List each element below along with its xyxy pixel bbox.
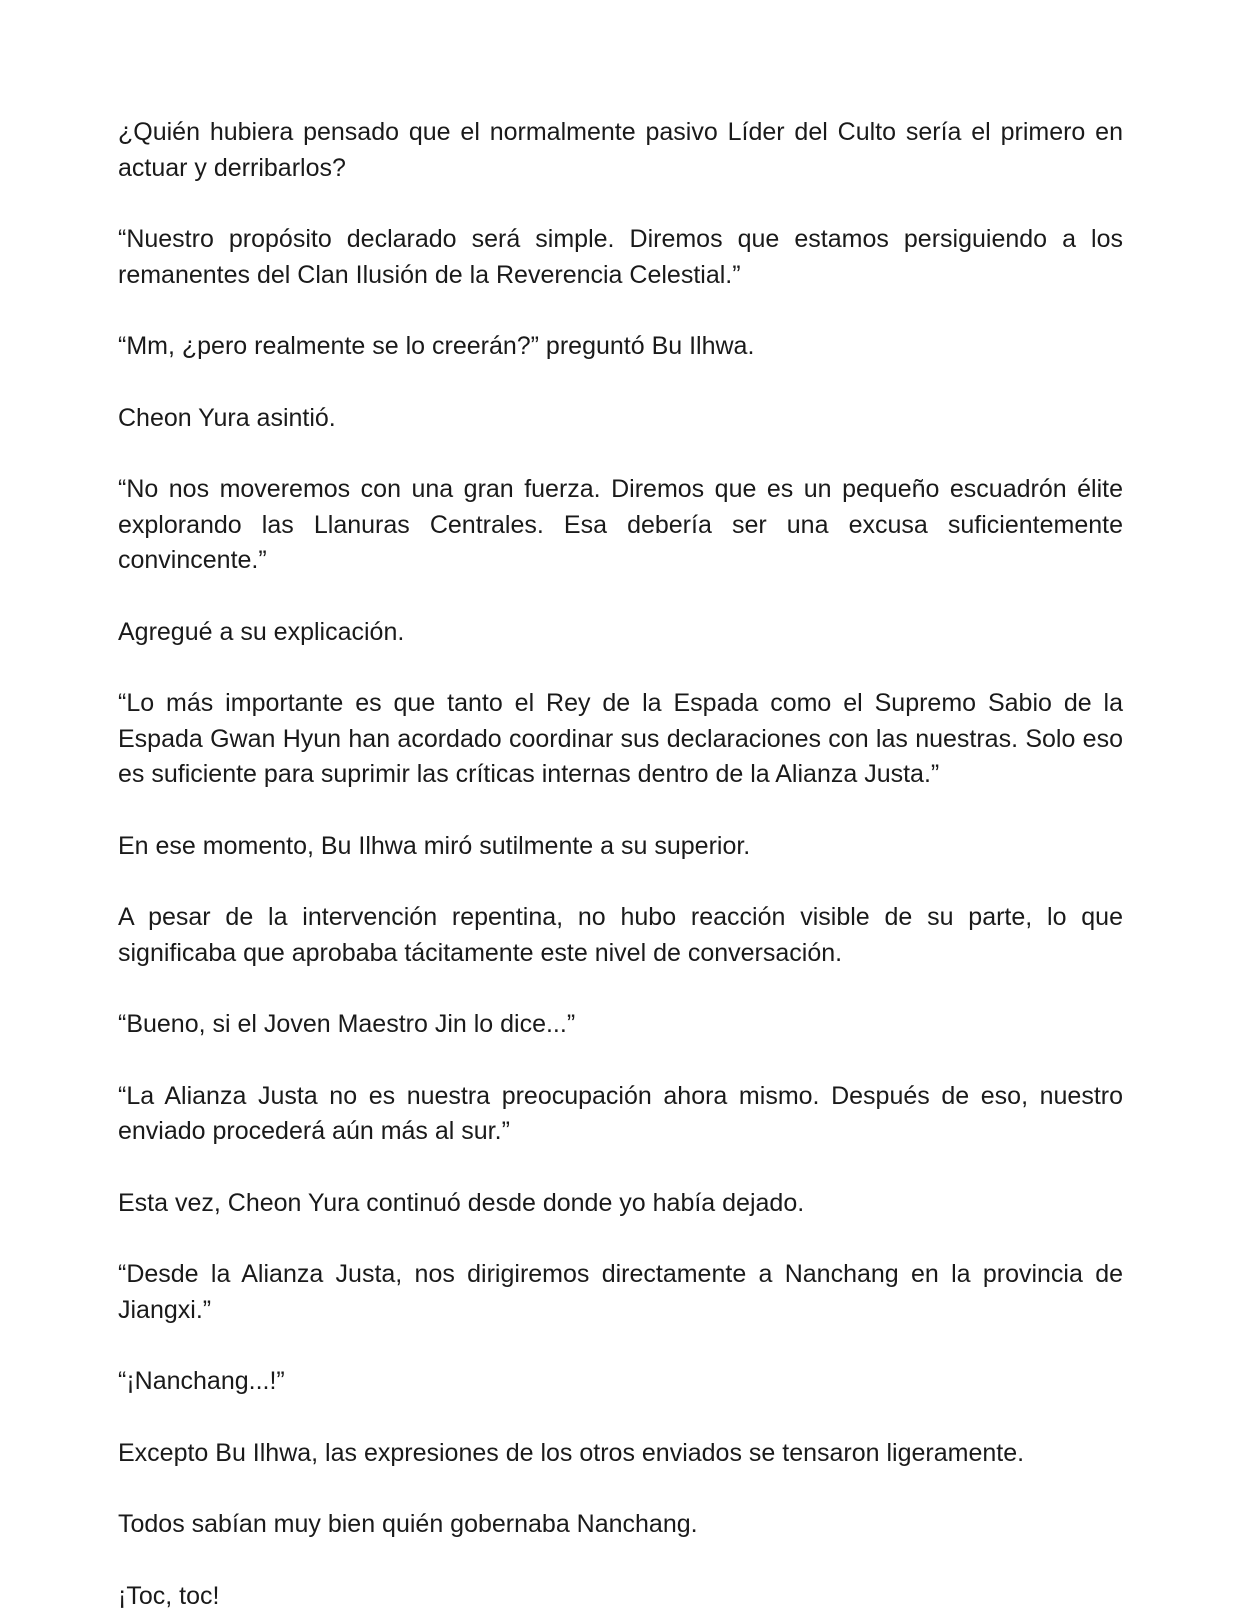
paragraph: A pesar de la intervención repentina, no hubo reacción visible de su parte, lo que significaba que aprobaba tácitamente este nivel de conversación. bbox=[118, 903, 1123, 967]
paragraph: “Lo más importante es que tanto el Rey de la Espada como el Supremo Sabio de la Espada Gwan Hyun han acordado coordinar sus declaraciones con las nuestras. Solo eso es suficiente para suprimir las críticas internas dentro de la Alianza Justa.” bbox=[118, 689, 1123, 788]
paragraph: ¡Toc, toc! bbox=[118, 1581, 220, 1610]
paragraph: En ese momento, Bu Ilhwa miró sutilmente a su superior. bbox=[118, 831, 751, 860]
paragraph: “Desde la Alianza Justa, nos dirigiremos directamente a Nanchang en la provincia de Jiangxi.” bbox=[118, 1260, 1123, 1324]
paragraph: Excepto Bu Ilhwa, las expresiones de los otros enviados se tensaron ligeramente. bbox=[118, 1438, 1025, 1467]
paragraph: Agregué a su explicación. bbox=[118, 617, 405, 646]
paragraph: “Bueno, si el Joven Maestro Jin lo dice...” bbox=[118, 1010, 576, 1038]
document-page bbox=[118, 115, 1123, 1614]
paragraph: ¿Quién hubiera pensado que el normalmente pasivo Líder del Culto sería el primero en actuar y derribarlos? bbox=[118, 118, 1123, 182]
paragraph: “Mm, ¿pero realmente se lo creerán?” preguntó Bu Ilhwa. bbox=[118, 332, 755, 360]
paragraph: “¡Nanchang...!” bbox=[118, 1367, 285, 1395]
paragraph: “La Alianza Justa no es nuestra preocupación ahora mismo. Después de eso, nuestro enviado procederá aún más al sur.” bbox=[118, 1081, 1123, 1145]
paragraph: “Nuestro propósito declarado será simple. Diremos que estamos persiguiendo a los remanentes del Clan Ilusión de la Reverencia Celestial.” bbox=[118, 225, 1123, 289]
paragraph: Todos sabían muy bien quién gobernaba Nanchang. bbox=[118, 1510, 698, 1538]
paragraph: “No nos moveremos con una gran fuerza. Diremos que es un pequeño escuadrón élite explorando las Llanuras Centrales. Esa debería ser una excusa suficientemente convincente.” bbox=[118, 475, 1123, 574]
paragraph: Cheon Yura asintió. bbox=[118, 403, 336, 432]
paragraph: Esta vez, Cheon Yura continuó desde donde yo había dejado. bbox=[118, 1188, 805, 1217]
